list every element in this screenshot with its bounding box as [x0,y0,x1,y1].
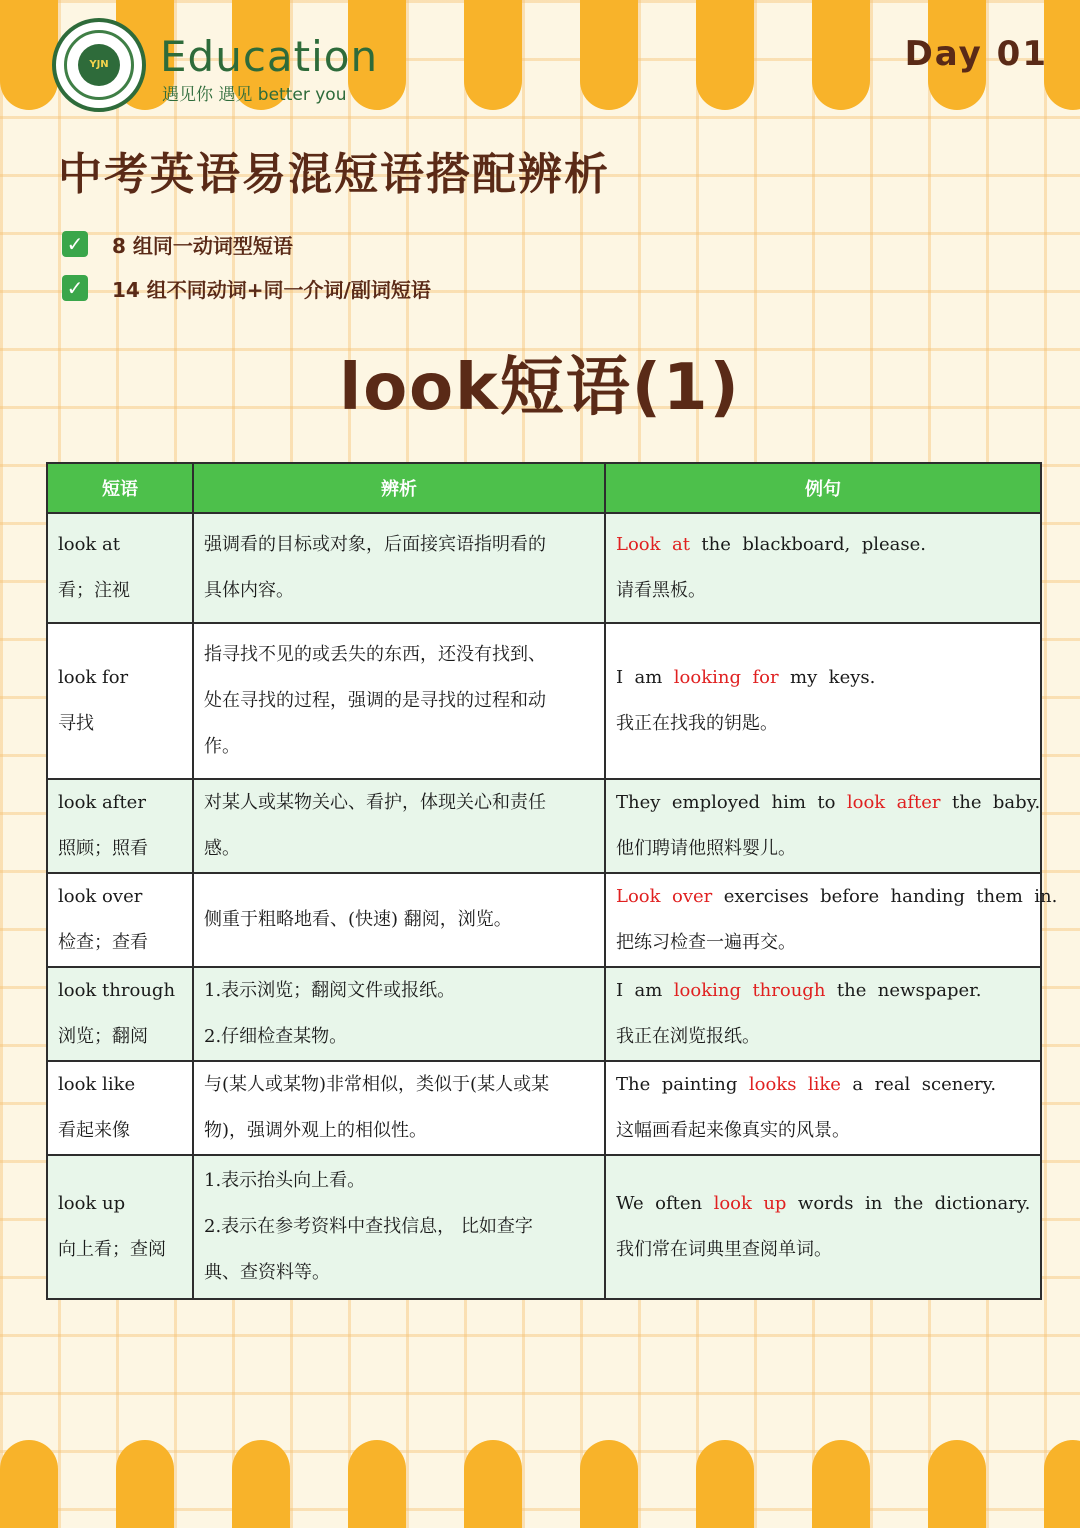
table-header-row [47,463,1041,513]
checklist-item [62,266,431,310]
stripe [464,0,522,110]
column-header-phrase: 短语 [47,463,193,513]
example-text: the baby. [940,792,1041,813]
checklist-item-text: 14 组不同动词+同一介词/副词短语 [112,277,431,302]
checkbox-checked-icon: ✓ [62,231,88,257]
table-row [47,1155,1041,1299]
phrase-text: look through [58,980,176,1001]
example-cell [605,873,1058,967]
analysis-line: 对某人或某物关心、看护，体现关心和责任 [204,792,546,813]
analysis-cell [193,967,605,1061]
phrase-cell [47,513,193,623]
analysis-cell [193,513,605,623]
phrase-text: look like [58,1074,136,1095]
example-text: They employed him to [616,792,847,813]
example-highlight: looking for [673,667,779,688]
example-text: the blackboard, please. [689,534,926,555]
example-cell [605,513,1041,623]
table-row [47,967,1041,1061]
analysis-line: 处在寻找的过程，强调的是寻找的过程和动 [204,690,546,711]
stripe [348,1440,406,1528]
section-title: look短语(1) [339,351,741,425]
brand-slogan: 遇见你 遇见 better you [162,85,347,105]
phrase-table [46,462,1058,1300]
phrase-cell [47,779,193,873]
table-row [47,623,1041,779]
example-highlight: look after [846,792,941,813]
stripe [232,1440,290,1528]
analysis-cell [193,873,605,967]
example-translation: 我正在找我的钥匙。 [616,713,778,734]
analysis-line: 感。 [204,838,240,859]
example-cell [605,967,1041,1061]
checkbox-checked-icon: ✓ [62,275,88,301]
example-translation: 请看黑板。 [616,580,706,601]
example-text: I am [616,980,674,1001]
checklist [62,222,431,310]
phrase-meaning: 看起来像 [58,1120,130,1141]
stripe [696,0,754,110]
example-sentence [616,780,1041,826]
table-row [47,1061,1041,1155]
analysis-line: 2.仔细检查某物。 [204,1026,348,1047]
example-text: I am [616,667,674,688]
example-translation: 把练习检查一遍再交。 [616,932,796,953]
stripe [812,0,870,110]
table-row [47,873,1041,967]
logo-emblem: YJN [78,44,120,86]
table-row [47,779,1041,873]
example-cell [605,1061,1041,1155]
phrase-text: look over [58,886,143,907]
stripe [580,0,638,110]
example-translation: 我正在浏览报纸。 [616,1026,760,1047]
phrase-text: look for [58,667,129,688]
school-logo [52,18,146,112]
example-highlight: look up [713,1193,787,1214]
analysis-cell [193,1061,605,1155]
example-translation: 我们常在词典里查阅单词。 [616,1239,832,1260]
example-cell [605,1155,1041,1299]
stripe [812,1440,870,1528]
table-row [47,513,1041,623]
stripe [580,1440,638,1528]
phrase-cell [47,1155,193,1299]
stripe [696,1440,754,1528]
example-highlight: Look over [616,886,713,907]
column-header-analysis: 辨析 [193,463,605,513]
analysis-line: 强调看的目标或对象，后面接宾语指明看的 [204,534,546,555]
example-text: words in the dictionary. [786,1193,1031,1214]
analysis-line: 侧重于粗略地看、(快速) 翻阅，浏览。 [204,909,512,930]
example-sentence [616,968,1030,1014]
phrase-meaning: 浏览；翻阅 [58,1026,148,1047]
example-sentence [616,874,1058,920]
checklist-item-text: 8 组同一动词型短语 [112,233,293,258]
stripe [0,1440,58,1528]
phrase-text: look at [58,534,121,555]
stripe [1044,1440,1080,1528]
analysis-line: 典、查资料等。 [204,1262,330,1283]
example-sentence [616,522,1030,568]
example-cell [605,779,1041,873]
phrase-meaning: 寻找 [58,713,94,734]
column-header-example: 例句 [605,463,1041,513]
brand-name: Education [160,32,379,81]
example-translation: 这幅画看起来像真实的风景。 [616,1120,850,1141]
analysis-cell [193,779,605,873]
analysis-line: 与(某人或某物)非常相似，类似于(某人或某 [204,1074,550,1095]
example-text: We often [616,1193,714,1214]
phrase-text: look after [58,792,146,813]
phrase-cell [47,967,193,1061]
example-sentence [616,1062,1030,1108]
example-text: exercises before handing them in. [712,886,1058,907]
analysis-cell [193,623,605,779]
analysis-line: 作。 [204,736,240,757]
day-label: Day 01 [904,34,1048,74]
phrase-meaning: 看；注视 [58,580,130,601]
example-text: my keys. [778,667,876,688]
analysis-cell [193,1155,605,1299]
example-text: a real scenery. [840,1074,997,1095]
phrase-cell [47,873,193,967]
phrase-cell [47,1061,193,1155]
example-sentence [616,655,1030,701]
example-highlight: looks like [748,1074,841,1095]
analysis-line: 1.表示浏览；翻阅文件或报纸。 [204,980,456,1001]
example-sentence [616,1181,1030,1227]
stripe [1044,0,1080,110]
stripe [116,1440,174,1528]
analysis-line: 2.表示在参考资料中查找信息， 比如查字 [204,1216,533,1237]
page-title: 中考英语易混短语搭配辨析 [58,149,610,200]
bottom-stripe-border [0,1440,1080,1528]
example-translation: 他们聘请他照料婴儿。 [616,838,796,859]
phrase-cell [47,623,193,779]
analysis-line: 指寻找不见的或丢失的东西，还没有找到、 [204,644,546,665]
phrase-meaning: 向上看；查阅 [58,1239,166,1260]
stripe [928,1440,986,1528]
analysis-line: 物)，强调外观上的相似性。 [204,1120,428,1141]
stripe [0,0,58,110]
phrase-meaning: 检查；查看 [58,932,148,953]
analysis-line: 具体内容。 [204,580,294,601]
phrase-meaning: 照顾；照看 [58,838,148,859]
example-cell [605,623,1041,779]
example-highlight: looking through [673,980,826,1001]
example-highlight: Look at [616,534,690,555]
checklist-item [62,222,431,266]
example-text: The painting [616,1074,749,1095]
phrase-text: look up [58,1193,126,1214]
analysis-line: 1.表示抬头向上看。 [204,1170,366,1191]
stripe [464,1440,522,1528]
example-text: the newspaper. [825,980,982,1001]
